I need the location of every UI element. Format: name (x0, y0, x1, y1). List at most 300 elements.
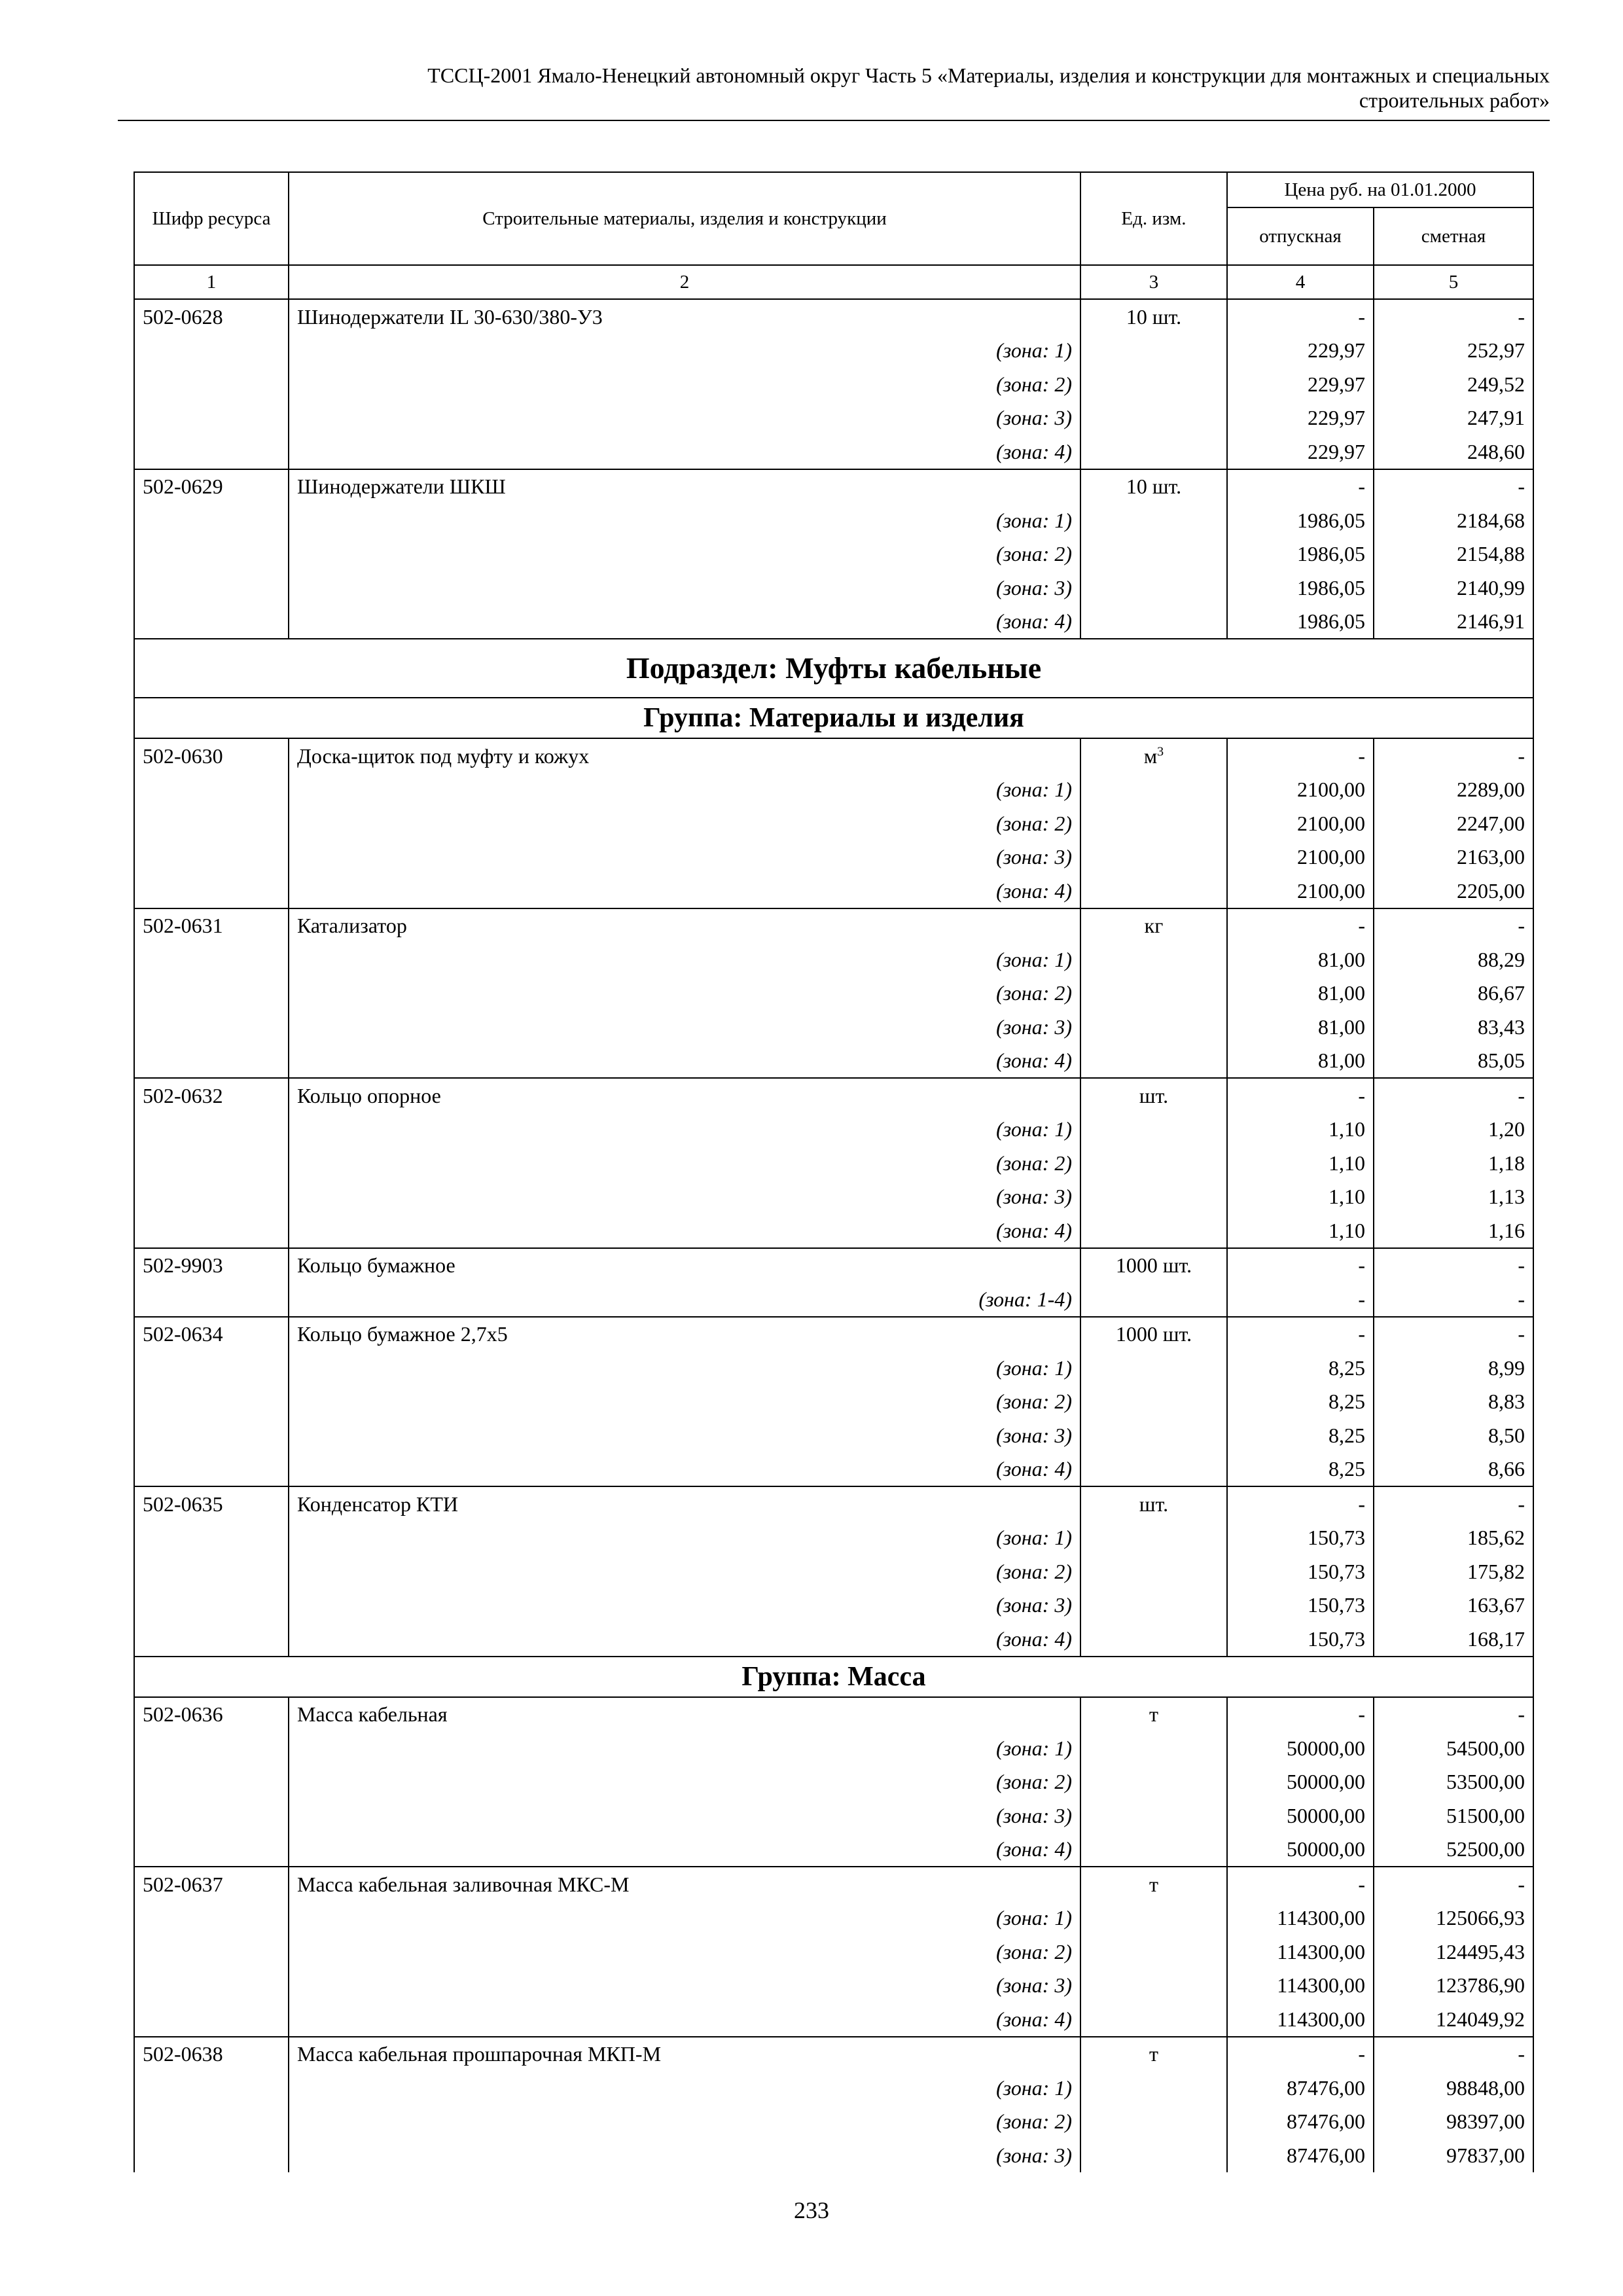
zone-row (134, 1146, 1533, 1180)
table-row (134, 1317, 1533, 1352)
empty-cell (1080, 503, 1227, 537)
table-row (134, 469, 1533, 504)
empty-cell (134, 334, 289, 368)
zone-row (134, 2002, 1533, 2037)
zone-label: (зона: 1) (289, 1731, 1080, 1765)
empty-cell (134, 367, 289, 401)
material-name: Кольцо бумажное 2,7х5 (289, 1317, 1080, 1352)
empty-cell (134, 503, 289, 537)
empty-cell (1080, 1180, 1227, 1214)
empty-cell (1080, 773, 1227, 807)
resource-code: 502-0628 (134, 299, 289, 334)
release-price: 2100,00 (1227, 840, 1374, 874)
empty-cell (134, 1418, 289, 1452)
unit-cell (1080, 1867, 1227, 1901)
empty-cell (1080, 977, 1227, 1011)
material-name: Шинодержатели IL 30-630/380-У3 (289, 299, 1080, 334)
empty-cell (1080, 401, 1227, 435)
resource-code: 502-0634 (134, 1317, 289, 1352)
column-number: 1 (134, 265, 289, 299)
estimate-price: 185,62 (1374, 1521, 1533, 1555)
estimate-price: - (1374, 1867, 1533, 1901)
zone-row (134, 1622, 1533, 1657)
empty-cell (1080, 1282, 1227, 1317)
empty-cell (1080, 1731, 1227, 1765)
estimate-price: 53500,00 (1374, 1765, 1533, 1799)
zone-label: (зона: 3) (289, 1969, 1080, 2003)
zone-label: (зона: 1) (289, 1113, 1080, 1147)
zone-row (134, 1113, 1533, 1147)
empty-cell (134, 1044, 289, 1079)
empty-cell (1080, 1935, 1227, 1969)
zone-label: (зона: 2) (289, 1935, 1080, 1969)
release-price: 81,00 (1227, 1044, 1374, 1079)
zone-label: (зона: 4) (289, 1044, 1080, 1079)
column-number: 4 (1227, 265, 1374, 299)
zone-label: (зона: 2) (289, 1385, 1080, 1419)
release-price: - (1227, 1282, 1374, 1317)
release-price: 150,73 (1227, 1521, 1374, 1555)
zone-label: (зона: 1) (289, 1521, 1080, 1555)
zone-row (134, 1731, 1533, 1765)
estimate-price: 247,91 (1374, 401, 1533, 435)
release-price: 229,97 (1227, 401, 1374, 435)
resource-code: 502-0630 (134, 738, 289, 773)
estimate-price: 1,18 (1374, 1146, 1533, 1180)
estimate-price: 86,67 (1374, 977, 1533, 1011)
estimate-price: 1,16 (1374, 1213, 1533, 1248)
empty-cell (134, 1731, 289, 1765)
empty-cell (1080, 1521, 1227, 1555)
unit-text: м (1143, 744, 1158, 768)
empty-cell (1080, 1385, 1227, 1419)
empty-cell (1080, 1554, 1227, 1588)
unit-cell (1080, 469, 1227, 504)
empty-cell (1080, 1969, 1227, 2003)
empty-cell (1080, 1113, 1227, 1147)
empty-cell (1080, 537, 1227, 571)
zone-label: (зона: 1) (289, 1351, 1080, 1385)
zone-row (134, 401, 1533, 435)
estimate-price: 168,17 (1374, 1622, 1533, 1657)
release-price: 114300,00 (1227, 2002, 1374, 2037)
estimate-price: 98848,00 (1374, 2071, 1533, 2105)
zone-label: (зона: 1) (289, 773, 1080, 807)
empty-cell (1080, 806, 1227, 840)
estimate-price: 163,67 (1374, 1588, 1533, 1623)
resource-code: 502-0636 (134, 1697, 289, 1732)
header-code: Шифр ресурса (134, 172, 289, 265)
empty-cell (134, 1521, 289, 1555)
zone-row (134, 1418, 1533, 1452)
material-name: Масса кабельная прошпарочная МКП-М (289, 2037, 1080, 2072)
empty-cell (134, 840, 289, 874)
estimate-price: - (1374, 1248, 1533, 1283)
release-price: 50000,00 (1227, 1799, 1374, 1833)
estimate-price: 98397,00 (1374, 2105, 1533, 2139)
release-price: 1,10 (1227, 1180, 1374, 1214)
zone-row (134, 1969, 1533, 2003)
unit-text: шт. (1139, 1083, 1169, 1107)
header-estimate-price: сметная (1374, 207, 1533, 265)
zone-row (134, 1180, 1533, 1214)
column-number: 5 (1374, 265, 1533, 299)
price-table (134, 171, 1534, 2172)
page-header (118, 63, 1550, 113)
estimate-price: 2146,91 (1374, 605, 1533, 639)
empty-cell (134, 1588, 289, 1623)
unit-cell (1080, 738, 1227, 773)
zone-row (134, 806, 1533, 840)
estimate-price: 2247,00 (1374, 806, 1533, 840)
estimate-price: 248,60 (1374, 435, 1533, 469)
resource-code: 502-9903 (134, 1248, 289, 1283)
zone-label: (зона: 1) (289, 1901, 1080, 1935)
zone-label: (зона: 3) (289, 571, 1080, 605)
estimate-price: 2154,88 (1374, 537, 1533, 571)
release-price: - (1227, 1248, 1374, 1283)
empty-cell (1080, 1833, 1227, 1867)
zone-row (134, 2138, 1533, 2172)
empty-cell (134, 1969, 289, 2003)
empty-cell (1080, 1799, 1227, 1833)
estimate-price: 123786,90 (1374, 1969, 1533, 2003)
group-row (134, 698, 1533, 738)
empty-cell (134, 1901, 289, 1935)
unit-text: 1000 шт. (1115, 1253, 1192, 1278)
zone-row (134, 1044, 1533, 1079)
material-name: Масса кабельная (289, 1697, 1080, 1732)
estimate-price: 52500,00 (1374, 1833, 1533, 1867)
header-price-group: Цена руб. на 01.01.2000 (1227, 172, 1533, 207)
zone-label: (зона: 3) (289, 1588, 1080, 1623)
empty-cell (1080, 334, 1227, 368)
release-price: - (1227, 2037, 1374, 2072)
zone-label: (зона: 3) (289, 1418, 1080, 1452)
zone-label: (зона: 4) (289, 1452, 1080, 1487)
empty-cell (134, 1282, 289, 1317)
release-price: 87476,00 (1227, 2071, 1374, 2105)
empty-cell (1080, 1351, 1227, 1385)
release-price: 87476,00 (1227, 2138, 1374, 2172)
unit-cell (1080, 1078, 1227, 1113)
estimate-price: 2205,00 (1374, 874, 1533, 908)
empty-cell (1080, 942, 1227, 977)
zone-row (134, 1452, 1533, 1487)
table-row (134, 1248, 1533, 1283)
unit-cell (1080, 2037, 1227, 2072)
estimate-price: - (1374, 2037, 1533, 2072)
release-price: 150,73 (1227, 1588, 1374, 1623)
page-number: 233 (794, 2197, 829, 2223)
estimate-price: 2140,99 (1374, 571, 1533, 605)
zone-label: (зона: 1) (289, 2071, 1080, 2105)
zone-row (134, 1521, 1533, 1555)
empty-cell (134, 2105, 289, 2139)
estimate-price: 252,97 (1374, 334, 1533, 368)
header-rule (118, 120, 1550, 121)
release-price: - (1227, 1867, 1374, 1901)
empty-cell (1080, 1765, 1227, 1799)
empty-cell (134, 2071, 289, 2105)
group-title: Группа: Масса (134, 1657, 1533, 1697)
empty-cell (1080, 367, 1227, 401)
estimate-price: 2163,00 (1374, 840, 1533, 874)
zone-row (134, 1010, 1533, 1044)
release-price: 114300,00 (1227, 1935, 1374, 1969)
release-price: 114300,00 (1227, 1901, 1374, 1935)
unit-cell (1080, 1486, 1227, 1521)
empty-cell (134, 401, 289, 435)
release-price: 2100,00 (1227, 773, 1374, 807)
zone-row (134, 1799, 1533, 1833)
zone-row (134, 977, 1533, 1011)
empty-cell (1080, 2138, 1227, 2172)
material-name: Доска-щиток под муфту и кожух (289, 738, 1080, 773)
unit-cell (1080, 908, 1227, 943)
estimate-price: 97837,00 (1374, 2138, 1533, 2172)
estimate-price: 1,20 (1374, 1113, 1533, 1147)
zone-label: (зона: 4) (289, 874, 1080, 908)
group-row (134, 1657, 1533, 1697)
release-price: 229,97 (1227, 367, 1374, 401)
group-title: Группа: Материалы и изделия (134, 698, 1533, 738)
table-row (134, 1867, 1533, 1901)
unit-text: 1000 шт. (1115, 1322, 1192, 1346)
zone-row (134, 1385, 1533, 1419)
release-price: 81,00 (1227, 1010, 1374, 1044)
unit-text: кг (1144, 914, 1164, 938)
header-line-2: строительных работ» (1359, 88, 1550, 112)
estimate-price: - (1374, 469, 1533, 504)
zone-label: (зона: 3) (289, 1180, 1080, 1214)
zone-label: (зона: 1) (289, 334, 1080, 368)
release-price: 1,10 (1227, 1213, 1374, 1248)
zone-label: (зона: 1) (289, 942, 1080, 977)
release-price: 150,73 (1227, 1622, 1374, 1657)
empty-cell (134, 1799, 289, 1833)
unit-cell (1080, 1248, 1227, 1283)
release-price: 1986,05 (1227, 605, 1374, 639)
estimate-price: 54500,00 (1374, 1731, 1533, 1765)
estimate-price: - (1374, 1697, 1533, 1732)
zone-row (134, 2105, 1533, 2139)
zone-row (134, 1833, 1533, 1867)
empty-cell (1080, 1588, 1227, 1623)
release-price: 1,10 (1227, 1113, 1374, 1147)
release-price: 2100,00 (1227, 806, 1374, 840)
empty-cell (134, 537, 289, 571)
empty-cell (134, 1833, 289, 1867)
resource-code: 502-0635 (134, 1486, 289, 1521)
table-row (134, 908, 1533, 943)
estimate-price: - (1374, 1078, 1533, 1113)
zone-label: (зона: 4) (289, 1213, 1080, 1248)
zone-label: (зона: 2) (289, 537, 1080, 571)
unit-text: т (1149, 1872, 1158, 1896)
zone-label: (зона: 1) (289, 503, 1080, 537)
empty-cell (134, 1554, 289, 1588)
empty-cell (134, 1010, 289, 1044)
unit-text: шт. (1139, 1492, 1169, 1516)
estimate-price: - (1374, 908, 1533, 943)
estimate-price: 1,13 (1374, 1180, 1533, 1214)
zone-label: (зона: 3) (289, 1010, 1080, 1044)
release-price: 50000,00 (1227, 1765, 1374, 1799)
empty-cell (134, 605, 289, 639)
empty-cell (134, 1622, 289, 1657)
zone-label: (зона: 2) (289, 1765, 1080, 1799)
release-price: - (1227, 469, 1374, 504)
release-price: 114300,00 (1227, 1969, 1374, 2003)
header-name: Строительные материалы, изделия и конструкции (289, 172, 1080, 265)
zone-label: (зона: 2) (289, 1146, 1080, 1180)
resource-code: 502-0631 (134, 908, 289, 943)
zone-row (134, 942, 1533, 977)
release-price: 8,25 (1227, 1452, 1374, 1487)
release-price: 50000,00 (1227, 1731, 1374, 1765)
estimate-price: 2184,68 (1374, 503, 1533, 537)
empty-cell (1080, 2002, 1227, 2037)
zone-label: (зона: 2) (289, 977, 1080, 1011)
estimate-price: 8,99 (1374, 1351, 1533, 1385)
empty-cell (134, 1765, 289, 1799)
table-row (134, 2037, 1533, 2072)
zone-label: (зона: 3) (289, 1799, 1080, 1833)
estimate-price: 8,66 (1374, 1452, 1533, 1487)
zone-row (134, 2071, 1533, 2105)
resource-code: 502-0638 (134, 2037, 289, 2072)
empty-cell (1080, 1010, 1227, 1044)
release-price: 229,97 (1227, 435, 1374, 469)
empty-cell (1080, 1452, 1227, 1487)
unit-text: т (1149, 1702, 1158, 1727)
header-line-1: ТССЦ-2001 Ямало-Ненецкий автономный округ Часть 5 «Материалы, изделия и конструкции для монтажных и специальных (427, 63, 1550, 87)
release-price: 1986,05 (1227, 537, 1374, 571)
release-price: 8,25 (1227, 1385, 1374, 1419)
empty-cell (134, 1180, 289, 1214)
zone-label: (зона: 4) (289, 2002, 1080, 2037)
zone-row (134, 605, 1533, 639)
estimate-price: 85,05 (1374, 1044, 1533, 1079)
release-price: - (1227, 1317, 1374, 1352)
subsection-row (134, 639, 1533, 698)
empty-cell (1080, 1622, 1227, 1657)
zone-row (134, 1351, 1533, 1385)
unit-cell (1080, 1697, 1227, 1732)
table-row (134, 299, 1533, 334)
estimate-price: 8,50 (1374, 1418, 1533, 1452)
empty-cell (1080, 1044, 1227, 1079)
release-price: - (1227, 908, 1374, 943)
table-body (134, 299, 1533, 2172)
zone-row (134, 334, 1533, 368)
resource-code: 502-0637 (134, 1867, 289, 1901)
release-price: - (1227, 1697, 1374, 1732)
material-name: Масса кабельная заливочная МКС-М (289, 1867, 1080, 1901)
material-name: Шинодержатели ШКШ (289, 469, 1080, 504)
zone-label: (зона: 4) (289, 435, 1080, 469)
release-price: 229,97 (1227, 334, 1374, 368)
zone-row (134, 1554, 1533, 1588)
unit-text: 10 шт. (1126, 304, 1182, 329)
release-price: 1986,05 (1227, 503, 1374, 537)
empty-cell (1080, 571, 1227, 605)
empty-cell (1080, 605, 1227, 639)
release-price: 1986,05 (1227, 571, 1374, 605)
column-number: 2 (289, 265, 1080, 299)
zone-label: (зона: 4) (289, 605, 1080, 639)
zone-row (134, 1765, 1533, 1799)
release-price: 81,00 (1227, 942, 1374, 977)
material-name: Кольцо опорное (289, 1078, 1080, 1113)
empty-cell (134, 806, 289, 840)
empty-cell (134, 1935, 289, 1969)
zone-row (134, 773, 1533, 807)
release-price: - (1227, 1078, 1374, 1113)
resource-code: 502-0632 (134, 1078, 289, 1113)
estimate-price: 83,43 (1374, 1010, 1533, 1044)
zone-row (134, 1213, 1533, 1248)
estimate-price: 249,52 (1374, 367, 1533, 401)
table-row (134, 1486, 1533, 1521)
zone-label: (зона: 4) (289, 1833, 1080, 1867)
estimate-price: 124495,43 (1374, 1935, 1533, 1969)
zone-row (134, 874, 1533, 908)
estimate-price: - (1374, 1317, 1533, 1352)
empty-cell (134, 435, 289, 469)
zone-row (134, 1901, 1533, 1935)
empty-cell (1080, 1418, 1227, 1452)
zone-row (134, 571, 1533, 605)
release-price: - (1227, 1486, 1374, 1521)
empty-cell (1080, 1213, 1227, 1248)
estimate-price: - (1374, 1486, 1533, 1521)
zone-label: (зона: 3) (289, 2138, 1080, 2172)
estimate-price: - (1374, 299, 1533, 334)
empty-cell (134, 1351, 289, 1385)
zone-row (134, 840, 1533, 874)
release-price: 81,00 (1227, 977, 1374, 1011)
zone-label: (зона: 3) (289, 401, 1080, 435)
zone-label: (зона: 2) (289, 1554, 1080, 1588)
estimate-price: 88,29 (1374, 942, 1533, 977)
empty-cell (134, 571, 289, 605)
zone-row (134, 435, 1533, 469)
material-name: Катализатор (289, 908, 1080, 943)
unit-superscript: 3 (1157, 744, 1164, 759)
estimate-price: 8,83 (1374, 1385, 1533, 1419)
unit-cell (1080, 1317, 1227, 1352)
zone-label: (зона: 2) (289, 806, 1080, 840)
estimate-price: - (1374, 1282, 1533, 1317)
zone-row (134, 503, 1533, 537)
release-price: 8,25 (1227, 1351, 1374, 1385)
estimate-price: - (1374, 738, 1533, 773)
empty-cell (134, 1113, 289, 1147)
zone-row (134, 537, 1533, 571)
table-row (134, 1697, 1533, 1732)
unit-text: 10 шт. (1126, 475, 1182, 499)
release-price: 1,10 (1227, 1146, 1374, 1180)
release-price: 87476,00 (1227, 2105, 1374, 2139)
resource-code: 502-0629 (134, 469, 289, 504)
release-price: - (1227, 738, 1374, 773)
unit-cell (1080, 299, 1227, 334)
empty-cell (1080, 1901, 1227, 1935)
empty-cell (134, 773, 289, 807)
empty-cell (134, 1213, 289, 1248)
